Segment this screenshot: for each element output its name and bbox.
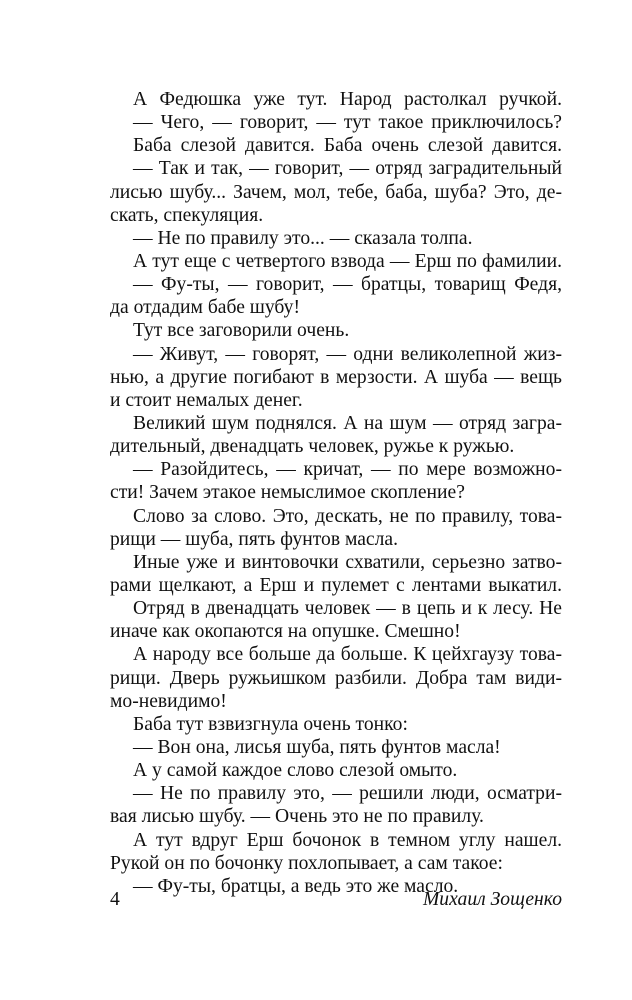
text-line: А Федюшка уже тут. Народ растолкал ручкой. xyxy=(133,89,562,110)
body-text xyxy=(110,88,562,898)
text-line: скать, спекуляция. xyxy=(110,204,264,226)
text-line: — Не по правилу это... — сказала толпа. xyxy=(133,227,473,249)
text-line: — Разойдитесь, — кричат, — по мере возможно- xyxy=(133,459,562,481)
text-line: дительный, двенадцать человек, ружье к ружью. xyxy=(110,436,515,458)
text-line: Великий шум поднялся. А на шум — отряд загра- xyxy=(133,412,562,434)
text-line: Отряд в двенадцать человек — в цепь и к лесу. Не xyxy=(133,598,562,620)
text-line: — Фу-ты, братцы, а ведь это же масло. xyxy=(133,875,459,897)
text-line: рищи — шуба, пять фунтов масла. xyxy=(110,528,399,550)
page-footer xyxy=(110,887,562,913)
text-line: — Не по правилу это, — решили люди, осматри- xyxy=(133,783,562,805)
text-line: рищи. Дверь ружьишком разбили. Добра там види- xyxy=(110,667,562,689)
text-line: — Живут, — говорят, — одни великолепной жиз- xyxy=(133,343,562,365)
text-line: вая лисью шубу. — Очень это не по правилу. xyxy=(110,806,484,828)
text-line: да отдадим бабе шубу! xyxy=(110,297,300,319)
text-line: Рукой он по бочонку похлопывает, а сам такое: xyxy=(110,852,503,874)
text-line: Слово за слово. Это, дескать, не по правилу, това- xyxy=(133,505,562,527)
text-line: и стоит немалых денег. xyxy=(110,389,303,411)
text-line: А тут еще с четвертого взвода — Ерш по фамилии. xyxy=(133,250,562,272)
text-line: А у самой каждое слово слезой омыто. xyxy=(133,760,458,782)
text-line: — Фу-ты, — говорит, — братцы, товарищ Федя, xyxy=(133,274,562,296)
text-line: мо-невидимо! xyxy=(110,690,227,712)
text-line: рами щелкают, а Ерш и пулемет с лентами выкатил. xyxy=(110,574,562,596)
text-line: — Так и так, — говорит, — отряд заградительный xyxy=(133,158,562,180)
text-line: А тут вдруг Ерш бочонок в темном углу нашел. xyxy=(133,829,562,851)
text-line: Иные уже и винтовочки схватили, серьезно затво- xyxy=(133,551,562,573)
running-author: Михаил Зощенко xyxy=(422,889,562,910)
text-line: Тут все заговорили очень. xyxy=(133,320,350,342)
text-line: лисью шубу... Зачем, мол, тебе, баба, шуба? Это, де- xyxy=(110,181,562,203)
page-number: 4 xyxy=(110,889,120,910)
text-line: А народу все больше да больше. К цейхгаузу това- xyxy=(133,644,562,666)
text-line: иначе как окопаются на опушке. Смешно! xyxy=(110,621,461,643)
text-line: сти! Зачем этакое немыслимое скопление? xyxy=(110,482,465,504)
text-line: — Чего, — говорит, — тут такое приключилось? xyxy=(133,112,562,134)
text-line: — Вон она, лисья шуба, пять фунтов масла! xyxy=(133,736,501,758)
text-line: Баба тут взвизгнула очень тонко: xyxy=(133,713,408,735)
text-line: Баба слезой давится. Баба очень слезой давится. xyxy=(133,135,562,157)
text-line: нью, а другие погибают в мерзости. А шуба — вещь xyxy=(110,366,562,388)
